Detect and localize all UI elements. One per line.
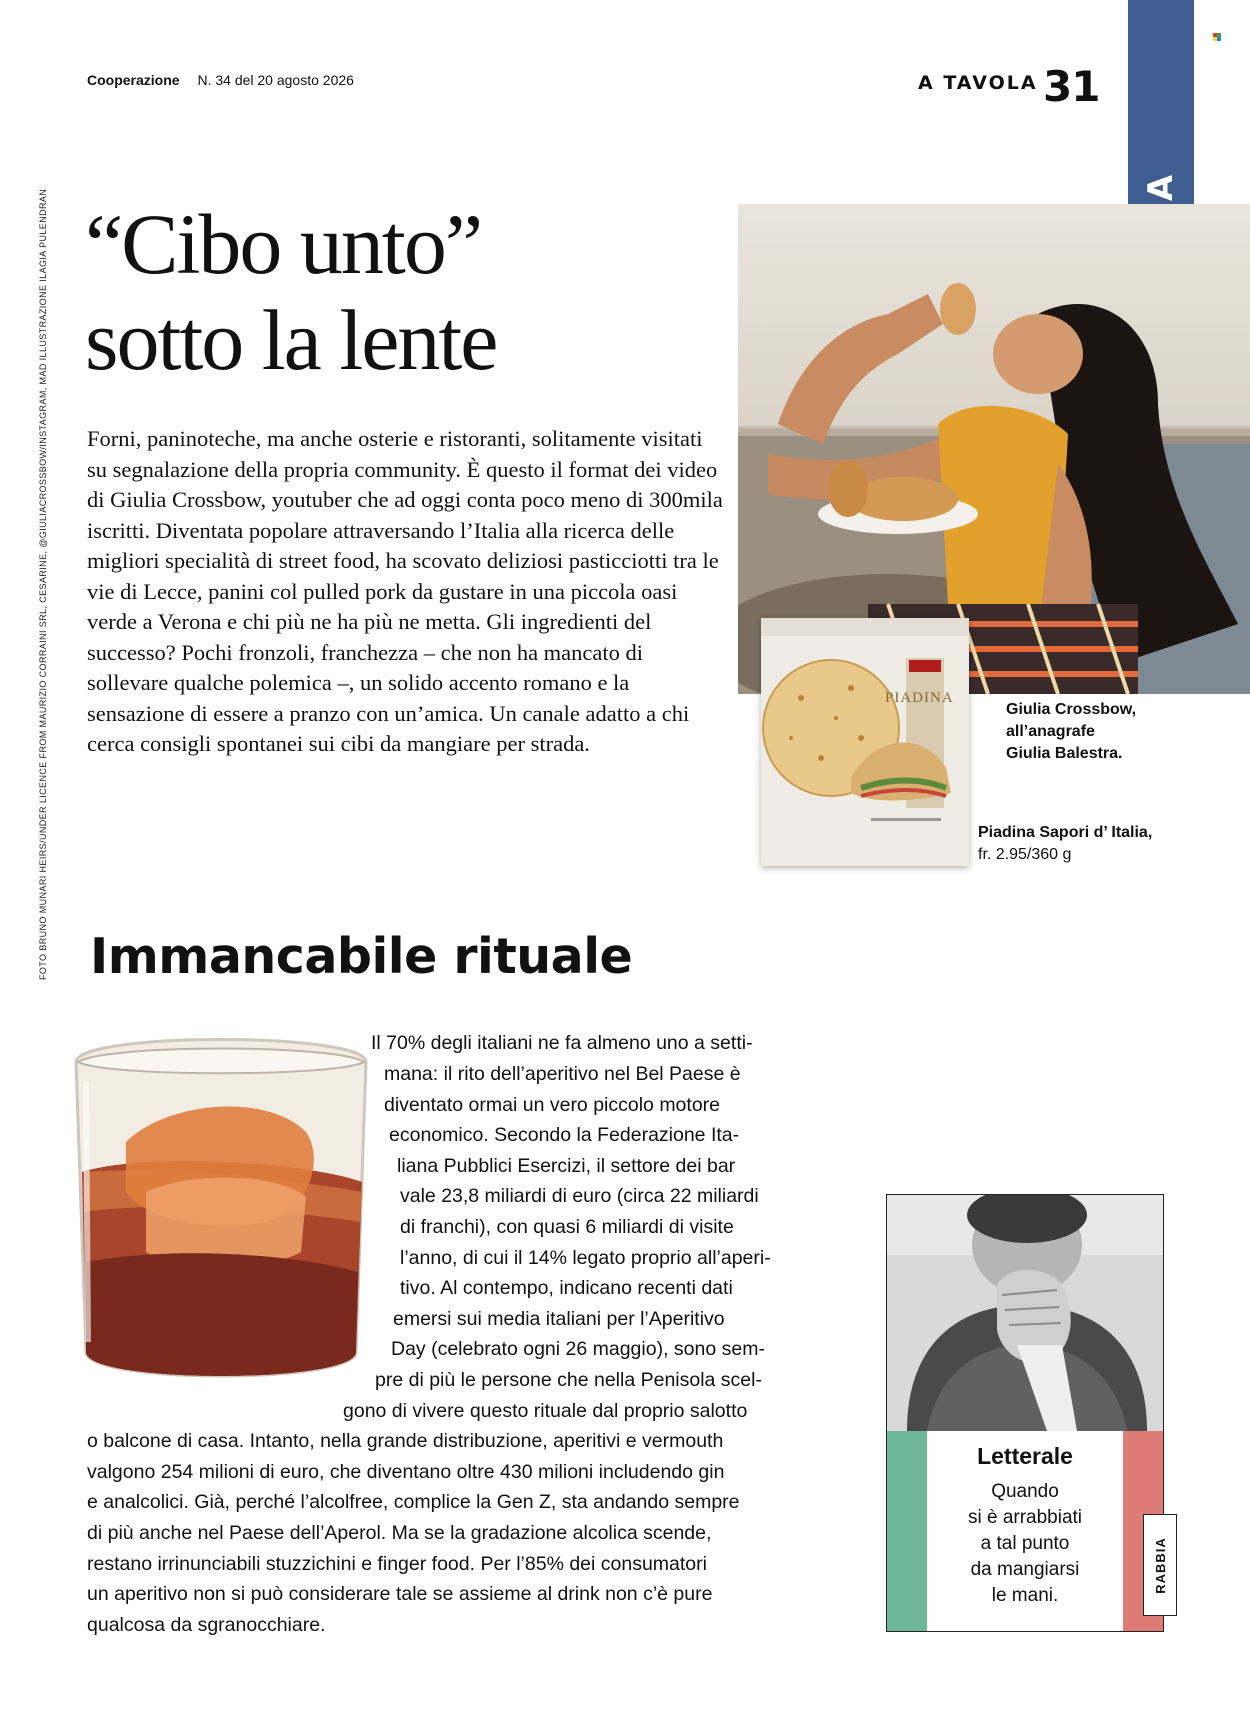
- issue-info: N. 34 del 20 agosto 2026: [197, 72, 354, 88]
- color-registration-mark: [1213, 33, 1221, 41]
- body-line: restano irrinunciabili stuzzichini e finger food. Per l’85% dei consumatori: [87, 1553, 707, 1575]
- box-text: Quando si è arrabbiati a tal punto da mangiarsi le mani.: [967, 1481, 1083, 1606]
- body-line: di franchi), con quasi 6 miliardi di visite: [400, 1216, 734, 1238]
- product-caption: Piadina Sapori d’ Italia, fr. 2.95/360 g: [978, 824, 1153, 863]
- publication-name: Cooperazione: [87, 72, 180, 88]
- letterale-box: [886, 1194, 1164, 1632]
- body-line: economico. Secondo la Federazione Ita-: [389, 1124, 740, 1146]
- body-line: o balcone di casa. Intanto, nella grande distribuzione, aperitivi e vermouth: [87, 1430, 724, 1452]
- man-biting-hands-photo: [887, 1195, 1163, 1431]
- body-line: un aperitivo non si può considerare tale se assieme al drink non c’è pure: [87, 1583, 713, 1605]
- section-heading: Immancabile rituale: [90, 928, 633, 985]
- body-line: Il 70% degli italiani ne fa almeno uno a setti-: [371, 1032, 753, 1054]
- article-title: [85, 196, 496, 388]
- title-line-2: sotto la lente: [85, 292, 497, 388]
- product-label: PIADINA: [885, 690, 954, 706]
- photo-credit: FOTO BRUNO MUNARI HEIRS/UNDER LICENCE FROM MAURIZIO CORRAINI SRL, CESARINE, @GIULIACROSSBOW/INSTAGRAM, MAD ILLUSTRAZIONE ILAGIA PULENDRAN: [38, 188, 48, 980]
- body-line: mana: il rito dell’aperitivo nel Bel Paese è: [384, 1063, 741, 1085]
- body-line: l’anno, di cui il 14% legato proprio all’aperi-: [400, 1247, 771, 1269]
- body-line: tivo. Al contempo, indicano recenti dati: [400, 1277, 733, 1299]
- flag-green-stripe: [887, 1431, 927, 1631]
- body-line: Day (celebrato ogni 26 maggio), sono sem-: [391, 1338, 765, 1360]
- aperitivo-glass-illustration: [66, 1022, 376, 1394]
- section-label: A TAVOLA: [918, 72, 1038, 94]
- photo-caption: Giulia Crossbow, all’anagrafe Giulia Balestra.: [1006, 701, 1137, 762]
- title-line-1: “Cibo unto”: [85, 196, 481, 292]
- body-line: qualcosa da sgranocchiare.: [87, 1614, 326, 1636]
- body-line: vale 23,8 miliardi di euro (circa 22 miliardi: [400, 1185, 759, 1207]
- piadina-product-image: [761, 618, 969, 866]
- body-line: pre di più le persone che nella Penisola scel-: [375, 1369, 762, 1391]
- body-line: e analcolici. Già, perché l’alcolfree, complice la Gen Z, sta andando sempre: [87, 1491, 740, 1513]
- body-line: liana Pubblici Esercizi, il settore dei bar: [397, 1155, 736, 1177]
- masthead: [87, 72, 354, 88]
- body-line: gono di vivere questo rituale dal proprio salotto: [343, 1400, 748, 1422]
- box-title: Letterale: [977, 1443, 1073, 1469]
- page-number: 31: [1043, 62, 1100, 111]
- body-line: di più anche nel Paese dell’Aperol. Ma se la gradazione alcolica scende,: [87, 1522, 712, 1544]
- body-line: valgono 254 milioni di euro, che diventano oltre 430 milioni includendo gin: [87, 1461, 725, 1483]
- body-line: emersi sui media italiani per l’Aperitivo: [393, 1308, 725, 1330]
- rabbia-tag: RABBIA: [1143, 1514, 1177, 1616]
- article-lede: Forni, paninoteche, ma anche osterie e ristoranti, solitamente visitati su segnalazione della propria community. È questo il format dei video di Giulia Crossbow, youtuber che ad oggi conta poco meno di 300mila iscritti. Diventata popolare attraversando l’Italia alla ricerca delle migliori specialità di street food, ha scovato deliziosi pasticciotti tra le vie di Lecce, panini col pulled pork da gustare in una piccola oasi verde a Verona e chi più ne ha più ne metta. Gli ingredienti del successo? Pochi fronzoli, franchezza – che non ha mancato di sollevare qualche polemica –, un solido accento romano e la sensazione di essere a pranzo con un’amica. Un canale adatto a chi cerca consigli spontanei sui cibi da mangiare per strada.: [87, 426, 723, 756]
- body-line: diventato ormai un vero piccolo motore: [384, 1094, 721, 1116]
